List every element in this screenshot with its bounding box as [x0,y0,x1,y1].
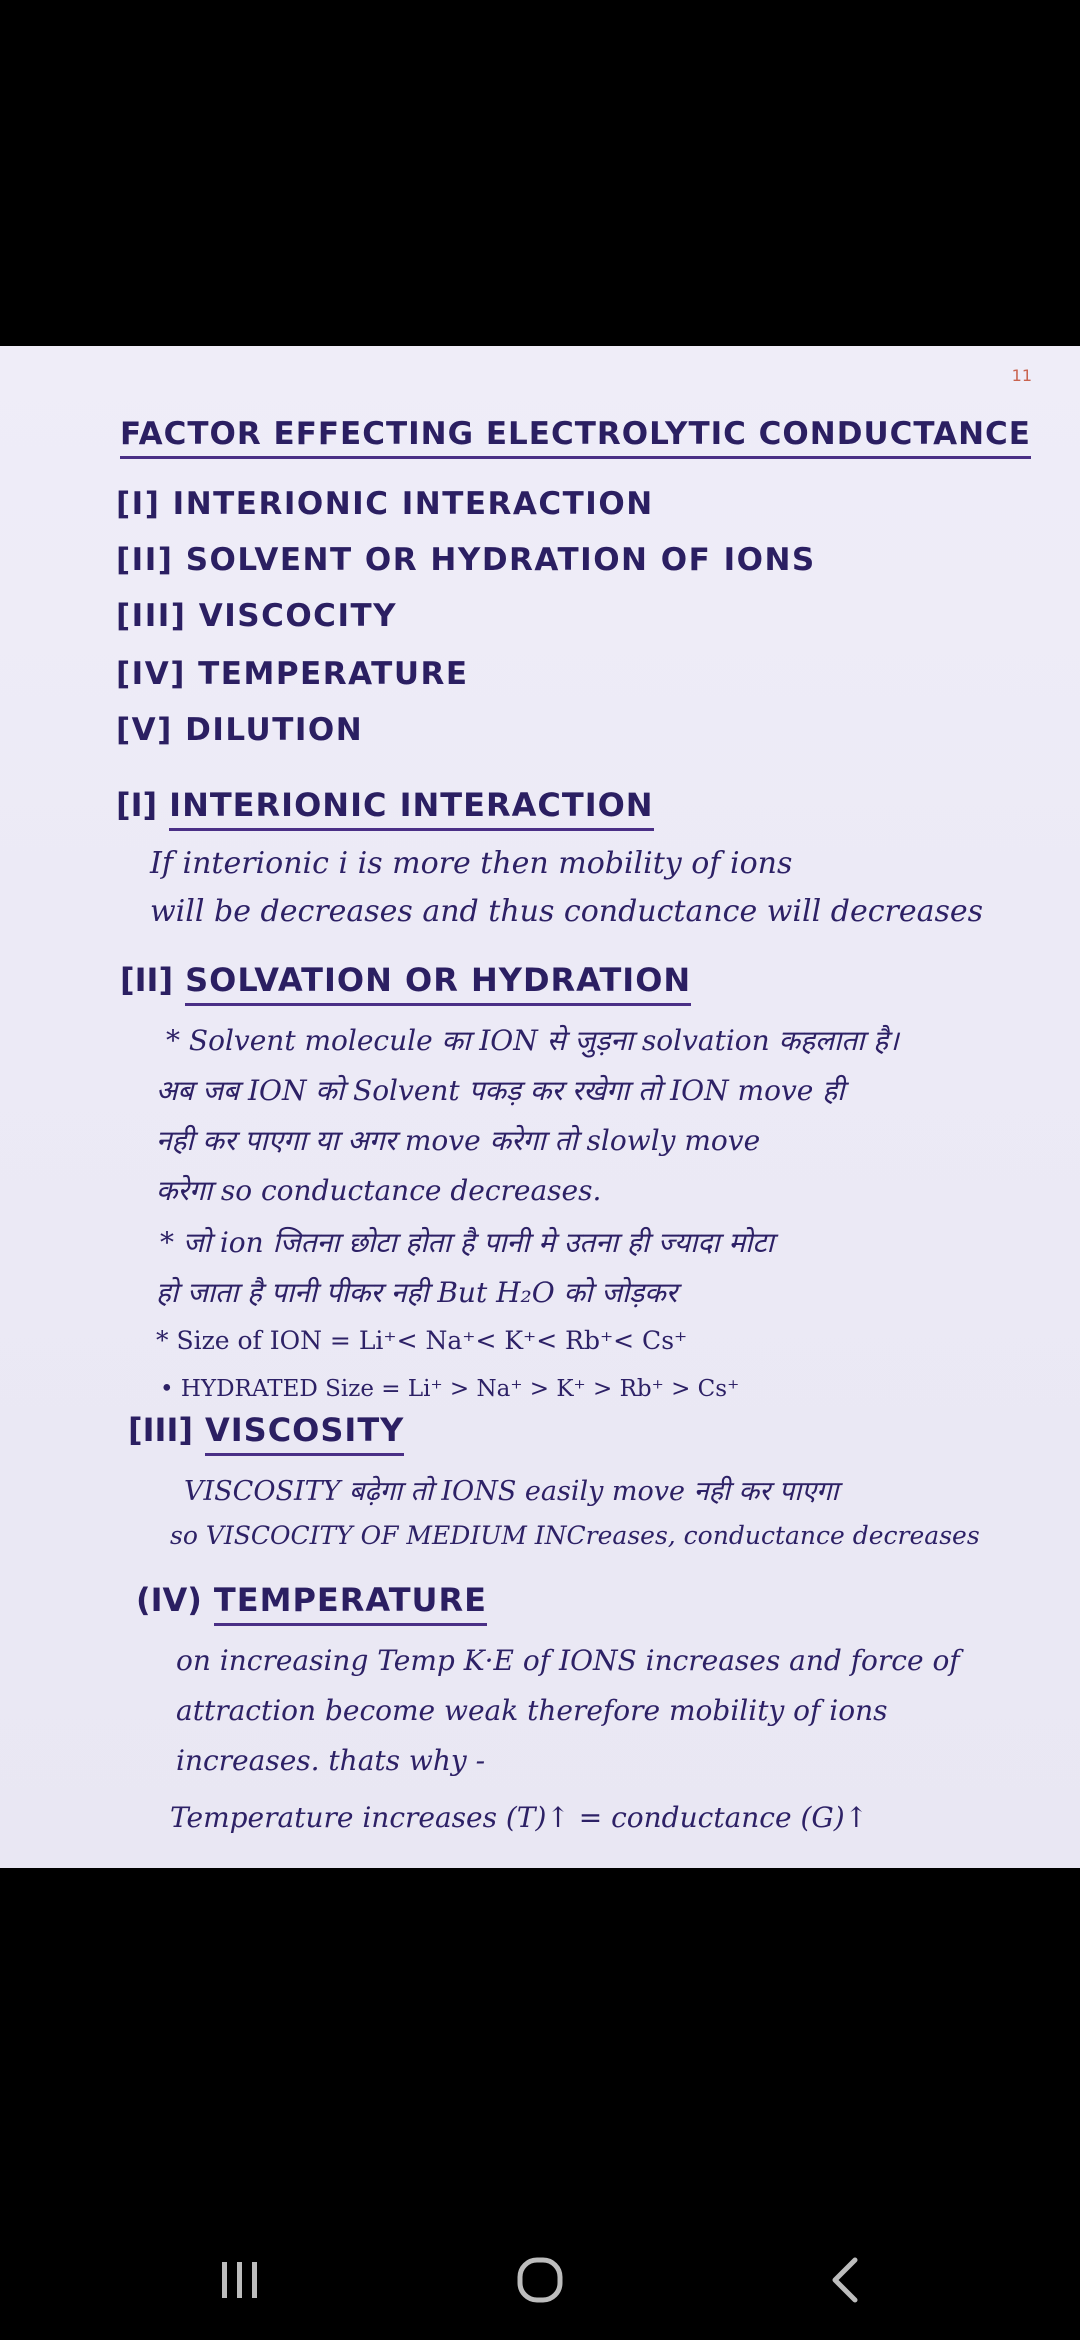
section-interionic-header [116,786,654,824]
note-line: increases. thats why - [176,1744,486,1777]
note-line: अब जब ION को Solvent पकड़ कर रखेगा तो ION move ही [156,1074,845,1107]
back-button[interactable] [805,2240,885,2320]
factor-item: [V] DILUTION [116,712,364,748]
section-solvation-header [120,961,691,999]
section-temperature-header [136,1581,487,1619]
section-heading: SOLVATION OR HYDRATION [185,961,691,1006]
factor-item: [I] INTERIONIC INTERACTION [116,486,654,522]
note-line: * Solvent molecule का ION से जुड़ना solvation कहलाता है। [166,1024,899,1057]
section-number: (IV) [136,1581,202,1619]
note-line: attraction become weak therefore mobility of ions [176,1694,888,1727]
section-number: [I] [116,786,158,824]
home-button[interactable] [500,2240,580,2320]
note-line: If interionic i is more then mobility of ions [150,846,793,881]
notes-photo [0,346,1080,1868]
section-heading: VISCOSITY [205,1411,404,1456]
note-line: करेगा so conductance decreases. [156,1174,602,1207]
factor-item: [II] SOLVENT OR HYDRATION OF IONS [116,542,816,578]
note-line: नही कर पाएगा या अगर move करेगा तो slowly move [156,1124,761,1157]
back-icon [825,2254,865,2306]
note-line: * जो ion जितना छोटा होता है पानी मे उतना ही ज्यादा मोटा [160,1226,774,1259]
section-number: [II] [120,961,174,999]
factor-item: [IV] TEMPERATURE [116,656,469,692]
recents-button[interactable] [200,2240,280,2320]
note-line: • HYDRATED Size = Li⁺ > Na⁺ > K⁺ > Rb⁺ > Cs⁺ [160,1376,740,1402]
note-line: so VISCOCITY OF MEDIUM INCreases, conductance decreases [170,1521,980,1550]
note-line: हो जाता है पानी पीकर नही But H₂O को जोड़कर [156,1276,678,1309]
note-line: Temperature increases (T)↑ = conductance (G)↑ [170,1801,869,1834]
home-icon [512,2252,568,2308]
page-number: 11 [1011,366,1032,385]
navigation-bar [0,2200,1080,2340]
section-heading: INTERIONIC INTERACTION [169,786,653,831]
note-line: VISCOSITY बढ़ेगा तो IONS easily move नही कर पाएगा [184,1476,839,1507]
note-line: on increasing Temp K·E of IONS increases and force of [176,1644,960,1677]
note-title: FACTOR EFFECTING ELECTROLYTIC CONDUCTANCE [120,416,1031,459]
note-line: will be decreases and thus conductance will decreases [150,894,984,929]
section-number: [III] [128,1411,193,1449]
recents-icon [216,2258,264,2302]
factor-item: [III] VISCOCITY [116,598,398,634]
section-viscosity-header [128,1411,404,1449]
section-heading: TEMPERATURE [214,1581,487,1626]
note-line: * Size of ION = Li⁺< Na⁺< K⁺< Rb⁺< Cs⁺ [156,1326,688,1355]
